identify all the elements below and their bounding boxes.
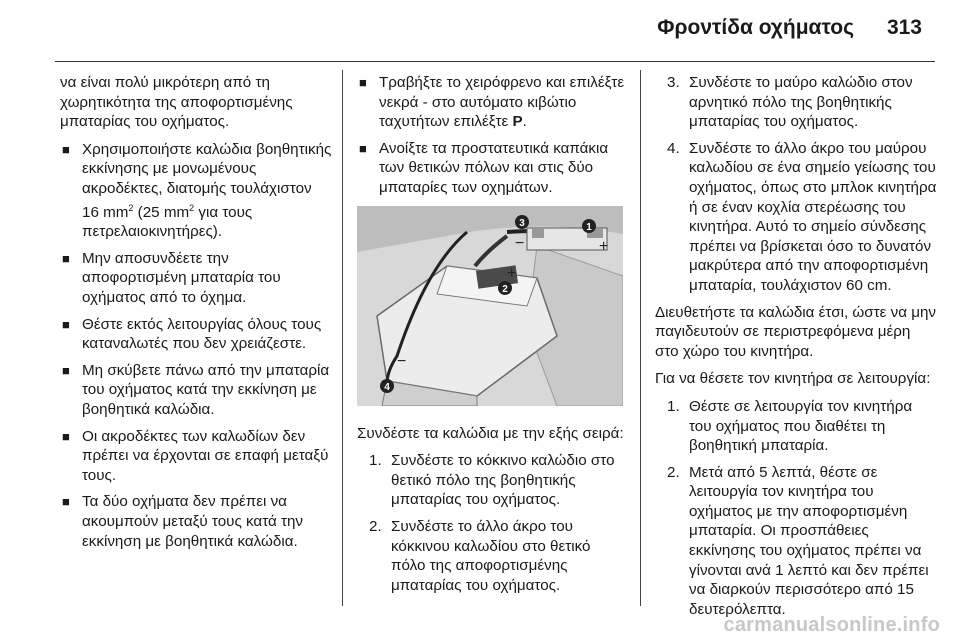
list-item [655, 397, 938, 456]
column-2 [357, 73, 629, 602]
callout-2-label: 2 [502, 283, 508, 295]
step-number: 4. [667, 139, 680, 157]
bullet-icon: ■ [62, 494, 70, 510]
callout-4 [380, 379, 394, 393]
minus-sign-ground: − [397, 352, 407, 370]
bullet-icon: ■ [359, 75, 367, 90]
list-item [655, 139, 938, 296]
cable-routing-note: Διευθετήστε τα καλώδια έτσι, ώστε να μην παγιδευτούν σε περιστρεφόμενα μέρη στο χώρο του κινητήρα. [655, 303, 936, 360]
step-number: 2. [369, 517, 382, 535]
superscript: 2 [128, 202, 134, 213]
list-item [655, 73, 938, 132]
bullet-text: Μην αποσυνδέετε την αποφορτισμένη μπαταρία του οχήματος από το όχημα. [82, 249, 281, 306]
step-number: 3. [667, 74, 680, 91]
bullet-text: Μη σκύβετε πάνω από την μπαταρία του οχήματος κατά την εκκίνηση με βοηθητικά καλώδια. [82, 361, 330, 418]
step-text: Συνδέστε το άλλο άκρο του μαύρου καλωδίου σε ένα σημείο γείωσης του οχήματος, όπως στο μπλοκ κινητήρα ή σε έναν κοχλία στερέωσης του κινητήρα. Αυτό το σημείο σύνδεσης πρέπει να βρίσκεται όσο το δυνατόν μακρύτερα από την αποφορτισμένη μπαταρία, τουλάχιστον 60 cm. [689, 139, 937, 294]
bullet-text: Ανοίξτε τα προστατευτικά καπάκια των θετικών πόλων και στις δύο μπαταρίες των οχημάτων. [379, 139, 609, 196]
step-text: Μετά από 5 λεπτά, θέστε σε λειτουργία τον κινητήρα του οχήματος με την αποφορτισμένη μπαταρία. Οι προσπάθειες εκκίνησης του οχήματος πρέπει να γίνονται ανά 1 λεπτό και δεν πρέπει να διαρκούν περισσότερο από 15 δευτερόλεπτα. [689, 463, 929, 618]
plus-sign-right: + [599, 237, 609, 255]
callout-1-label: 1 [586, 221, 592, 233]
bullet-text-c: για τους πετρελαιοκινητήρες). [82, 203, 253, 241]
step-number: 1. [667, 397, 680, 415]
list-item [60, 361, 332, 420]
list-item [60, 315, 332, 354]
list-item [357, 451, 629, 510]
page-title: Φροντίδα οχήματος [657, 16, 854, 39]
list-item [357, 73, 629, 132]
gear-p-label: P [512, 113, 523, 131]
bullet-end: . [522, 113, 527, 131]
callout-3 [515, 215, 529, 229]
list-item [60, 427, 332, 486]
list-item [655, 463, 938, 620]
step-text: Συνδέστε το μαύρο καλώδιο στον αρνητικό πόλο της βοηθητικής μπαταρίας του οχήματος. [689, 74, 913, 131]
page-number: 313 [886, 16, 922, 39]
step-number: 2. [667, 463, 680, 481]
header-rule [55, 61, 935, 62]
bullet-text-b: (25 mm [133, 203, 190, 221]
step-text: Θέστε σε λειτουργία τον κινητήρα του οχήματος που διαθέτει τη βοηθητική μπαταρία. [689, 397, 913, 455]
step-text: Συνδέστε το άλλο άκρο του κόκκινου καλωδίου στο θετικό πόλο της αποφορτισμένης μπαταρίας του οχήματος. [391, 517, 591, 594]
list-item [60, 492, 332, 551]
callout-1 [582, 219, 596, 233]
callout-2 [498, 281, 512, 295]
bullet-icon: ■ [62, 428, 70, 444]
bullet-icon: ■ [62, 141, 70, 157]
minus-sign-top: − [515, 234, 525, 252]
callout-3-label: 3 [519, 217, 525, 229]
bullet-icon: ■ [62, 316, 70, 332]
list-item [60, 140, 332, 242]
watermark: carmanualsonline.info [723, 614, 940, 636]
plus-sign-center: + [507, 264, 517, 282]
engine-start-intro: Για να θέσετε τον κινητήρα σε λειτουργία: [655, 370, 931, 388]
jump-start-illustration [357, 206, 623, 406]
connection-intro: Συνδέστε τα καλώδια με την εξής σειρά: [357, 424, 624, 442]
bullet-text: Τραβήξτε το χειρόφρενο και επιλέξτε νεκρά - στο αυτόματο κιβώτιο ταχυτήτων επιλέξτε [379, 74, 625, 131]
list-item [357, 139, 629, 198]
bullet-text: Θέστε εκτός λειτουργίας όλους τους καταναλωτές που δεν χρειάζεστε. [82, 315, 322, 353]
column-3 [655, 73, 938, 626]
superscript: 2 [189, 202, 195, 213]
bullet-text-a: Χρησιμοποιήστε καλώδια βοηθητικής εκκίνησης με μονωμένους ακροδέκτες, διατομής τουλάχιστον 16 mm [82, 140, 332, 221]
column-divider [342, 70, 343, 606]
step-text: Συνδέστε το κόκκινο καλώδιο στο θετικό πόλο της βοηθητικής μπαταρίας του οχήματος. [391, 452, 615, 509]
step-number: 1. [369, 452, 382, 470]
callout-4-label: 4 [384, 381, 390, 393]
list-item [60, 249, 332, 308]
column-divider [640, 70, 641, 606]
list-item [357, 517, 629, 595]
bullet-icon: ■ [359, 140, 367, 156]
column-1 [60, 73, 332, 558]
page-header [0, 0, 960, 62]
bullet-icon: ■ [62, 362, 70, 378]
bullet-icon: ■ [62, 250, 70, 266]
bullet-text: Τα δύο οχήματα δεν πρέπει να ακουμπούν μεταξύ τους κατά την εκκίνηση με βοηθητικά καλώδια. [82, 493, 304, 550]
continuation-text: να είναι πολύ μικρότερη από τη χωρητικότητα της αποφορτισμένης μπαταρίας του οχήματος. [60, 74, 293, 131]
bullet-text: Οι ακροδέκτες των καλωδίων δεν πρέπει να έρχονται σε επαφή μεταξύ τους. [82, 427, 329, 484]
engine-bay-drawing [357, 206, 623, 406]
